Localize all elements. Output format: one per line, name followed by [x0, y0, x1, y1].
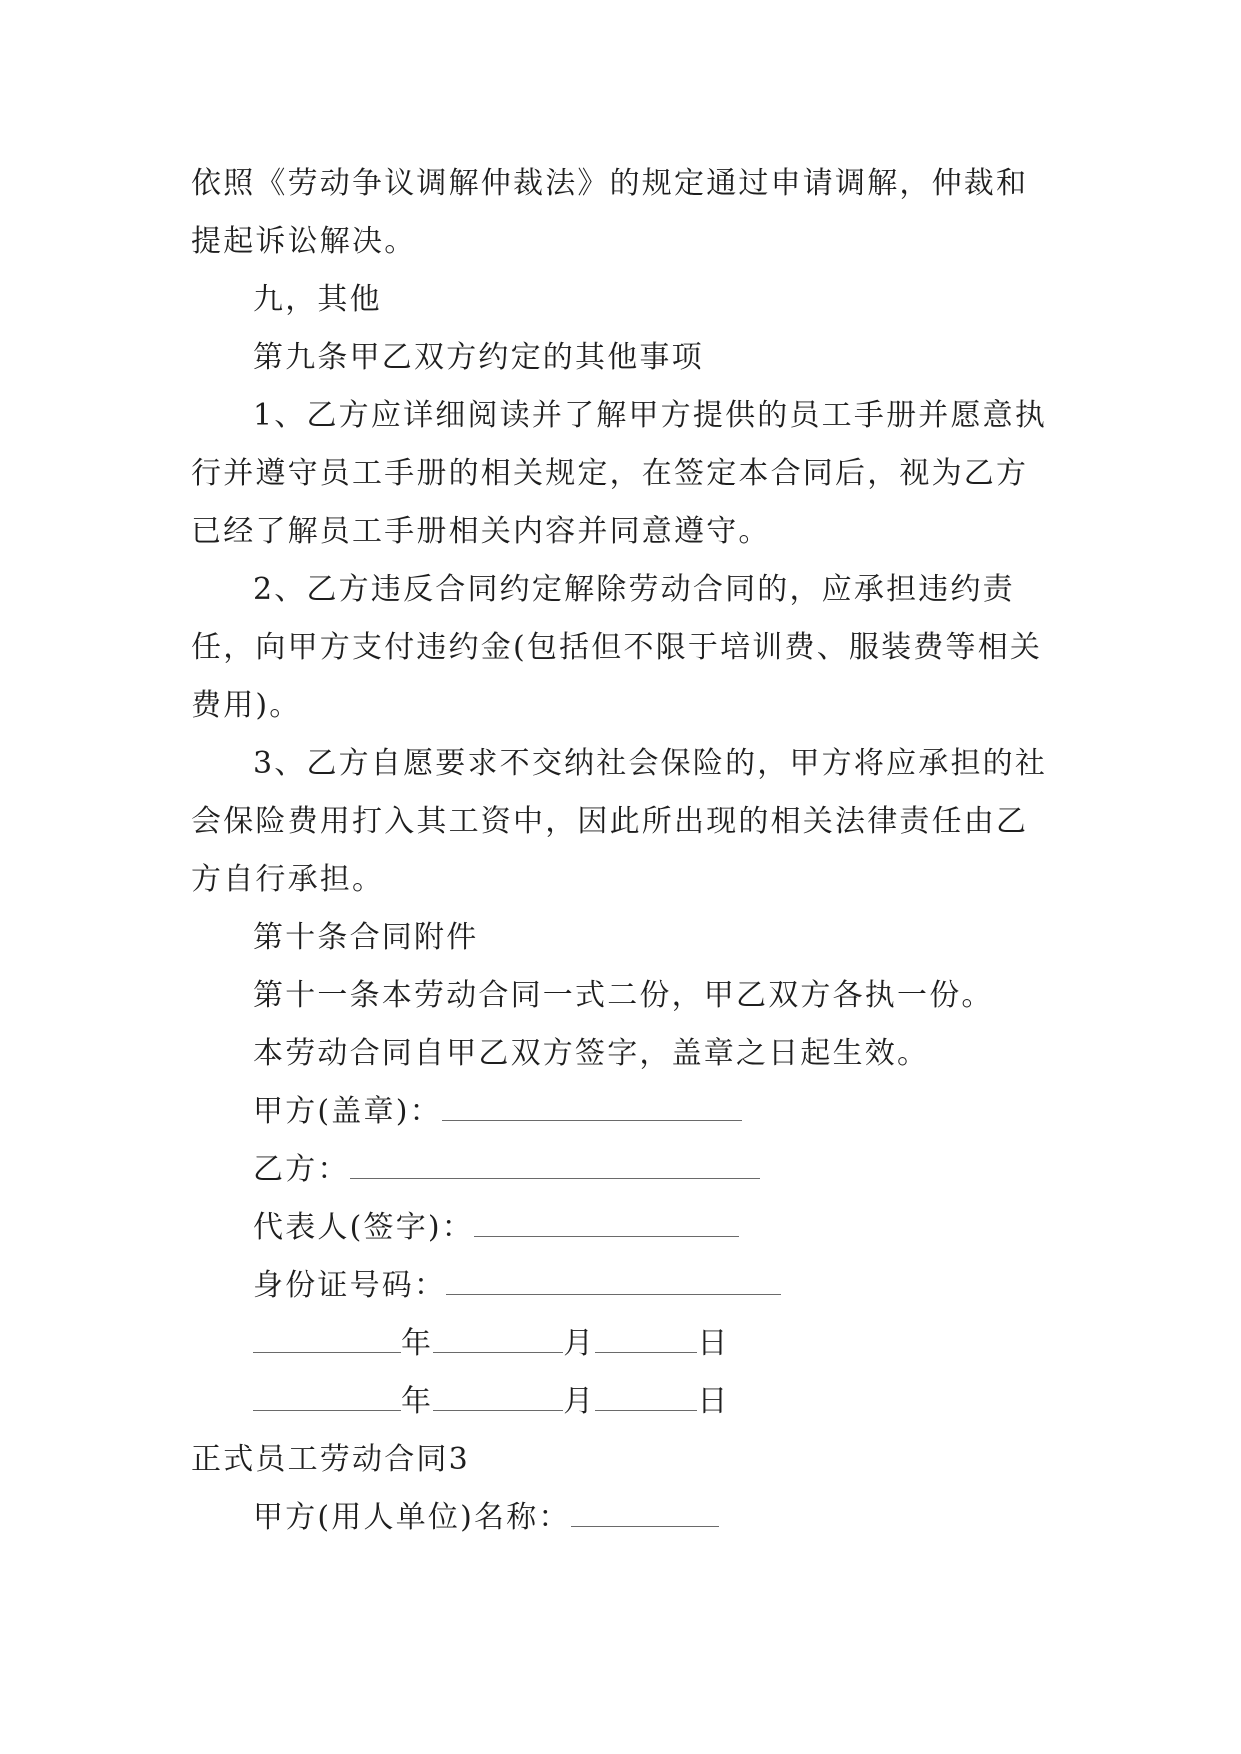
- party-b-label: 乙方：: [253, 1152, 350, 1187]
- party-a-seal-label: 甲方(盖章)：: [253, 1094, 442, 1129]
- employer-name-line: [191, 1489, 1057, 1547]
- date-1-month-label: 月: [563, 1326, 596, 1361]
- clause-nine-item-3: 3、乙方自愿要求不交纳社会保险的，甲方将应承担的社会保险费用打入其工资中，因此所出现的相关法律责任由乙方自行承担。: [191, 746, 1048, 897]
- date-1-day-blank[interactable]: [595, 1326, 697, 1353]
- party-a-seal-line: [191, 1083, 1057, 1141]
- date-1-year-label: 年: [401, 1326, 434, 1361]
- date-1-month-blank[interactable]: [433, 1326, 563, 1353]
- date-1-day-label: 日: [697, 1326, 730, 1361]
- date-1-year-blank[interactable]: [253, 1326, 401, 1353]
- clause-eleven: 第十一条本劳动合同一式二份，甲乙双方各执一份。: [253, 978, 994, 1013]
- effective-statement: 本劳动合同自甲乙双方签字，盖章之日起生效。: [253, 1036, 930, 1071]
- date-line-1: [191, 1315, 1057, 1373]
- clause-nine-item-1: 1、乙方应详细阅读并了解甲方提供的员工手册并愿意执行并遵守员工手册的相关规定，在签定本合同后，视为乙方已经了解员工手册相关内容并同意遵守。: [191, 398, 1048, 549]
- employer-name-blank[interactable]: [571, 1500, 719, 1527]
- date-2-year-blank[interactable]: [253, 1384, 401, 1411]
- contract-section-title: 正式员工劳动合同3: [191, 1442, 470, 1477]
- party-a-seal-blank[interactable]: [442, 1094, 742, 1121]
- date-2-month-label: 月: [563, 1384, 596, 1419]
- id-number-label: 身份证号码：: [253, 1268, 447, 1303]
- date-line-2: [191, 1373, 1057, 1431]
- employer-name-label: 甲方(用人单位)名称：: [253, 1500, 571, 1535]
- id-number-blank[interactable]: [446, 1268, 781, 1295]
- date-2-day-blank[interactable]: [595, 1384, 697, 1411]
- representative-line: [191, 1199, 1057, 1257]
- clause-ten-title: 第十条合同附件: [253, 920, 479, 955]
- date-2-day-label: 日: [697, 1384, 730, 1419]
- representative-blank[interactable]: [474, 1210, 739, 1237]
- date-2-month-blank[interactable]: [433, 1384, 563, 1411]
- clause-nine-item-2: 2、乙方违反合同约定解除劳动合同的，应承担违约责任，向甲方支付违约金(包括但不限于培训费、服装费等相关费用)。: [191, 572, 1043, 723]
- party-b-line: [191, 1141, 1057, 1199]
- paragraph-dispute-resolution: 依照《劳动争议调解仲裁法》的规定通过申请调解，仲裁和提起诉讼解决。: [191, 166, 1029, 259]
- clause-nine-title: 第九条甲乙双方约定的其他事项: [253, 340, 704, 375]
- party-b-blank[interactable]: [350, 1152, 760, 1179]
- document-body: [191, 155, 1057, 1547]
- representative-label: 代表人(签字)：: [253, 1210, 475, 1245]
- heading-other: 九，其他: [253, 282, 382, 317]
- date-2-year-label: 年: [401, 1384, 434, 1419]
- id-number-line: [191, 1257, 1057, 1315]
